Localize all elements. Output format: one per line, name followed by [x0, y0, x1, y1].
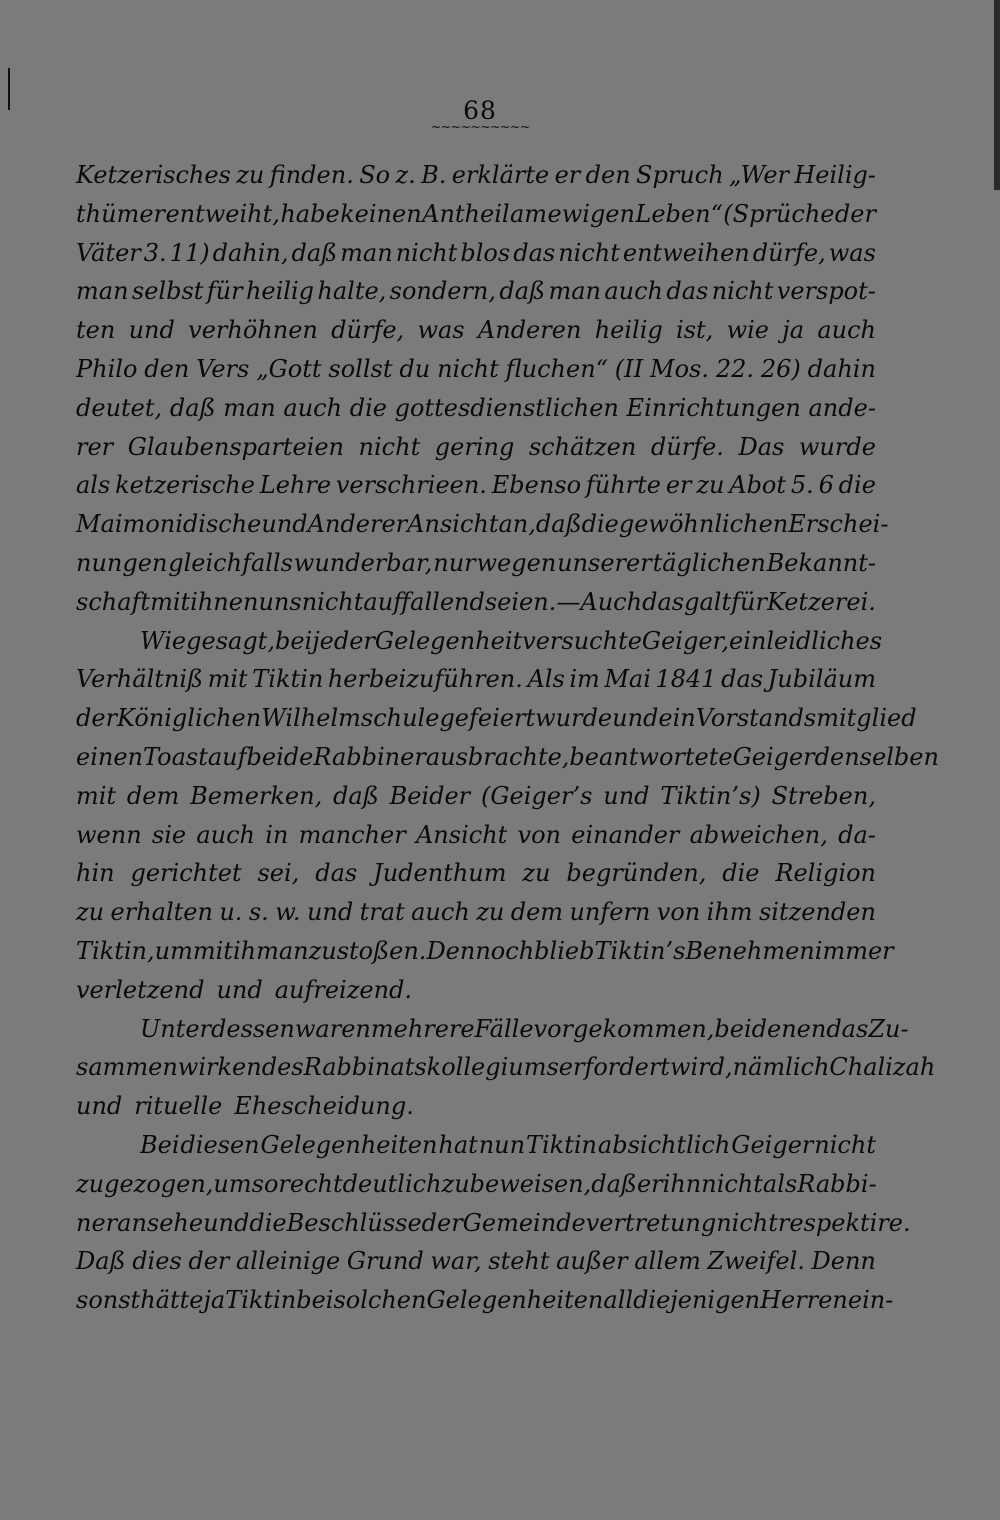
text-line: nungen gleichfalls wunderbar, nur wegen unserer täglichen Bekannt-: [76, 548, 876, 577]
text-line: ten und verhöhnen dürfe, was Anderen heilig ist, wie ja auch: [76, 316, 876, 345]
text-line: Maimonidische und Anderer Ansicht an, daß die gewöhnlichen Erschei-: [76, 510, 889, 539]
text-line: zu erhalten u. s. w. und trat auch zu dem unfern von ihm sitzenden: [76, 898, 876, 927]
body-text: [76, 156, 939, 1320]
paragraph: [76, 622, 939, 1010]
text-line: thümer entweiht, habe keinen Antheil am ewigen Leben“ (Sprüche der: [76, 199, 876, 228]
right-edge-shadow: [994, 0, 1000, 190]
paragraph: [76, 1010, 936, 1126]
text-line: man selbst für heilig halte, sondern, daß man auch das nicht verspot-: [76, 277, 876, 306]
text-line: Daß dies der alleinige Grund war, steht außer allem Zweifel. Denn: [76, 1247, 876, 1276]
text-line: rer Glaubensparteien nicht gering schätzen dürfe. Das wurde: [76, 432, 876, 461]
text-line: Väter 3. 11) dahin, daß man nicht blos das nicht entweihen dürfe, was: [76, 238, 876, 267]
text-line: mit dem Bemerken, daß Beider (Geiger’s und Tiktin’s) Streben,: [76, 781, 876, 810]
text-line: Wie gesagt, bei jeder Gelegenheit versuchte Geiger, ein leidliches: [140, 626, 883, 655]
text-line: Philo den Vers „Gott sollst du nicht fluchen“ (II Mos. 22. 26) dahin: [76, 354, 876, 383]
text-line: als ketzerische Lehre verschrieen. Ebenso führte er zu Abot 5. 6 die: [76, 471, 876, 500]
paragraph: [76, 156, 889, 622]
text-line: der Königlichen Wilhelmschule gefeiert wurde und ein Vorstandsmitglied: [76, 704, 917, 733]
text-line: wenn sie auch in mancher Ansicht von einander abweichen, da-: [76, 820, 876, 849]
text-line: einen Toast auf beide Rabbiner ausbrachte, beantwortete Geiger denselben: [76, 742, 939, 771]
text-line: schaft mit ihnen uns nicht auffallend seien. — Auch das galt für Ketzerei.: [76, 587, 876, 616]
header-ornament: ~~~~~~~~~~: [430, 120, 530, 135]
text-line: Tiktin, um mit ihm anzustoßen. Dennoch blieb Tiktin’s Benehmen immer: [76, 936, 894, 965]
text-line: sonst hätte ja Tiktin bei solchen Gelegenheiten all diejenigen Herren ein-: [76, 1286, 894, 1315]
text-line: Verhältniß mit Tiktin herbeizuführen. Als im Mai 1841 das Jubiläum: [76, 665, 876, 694]
text-line: Bei diesen Gelegenheiten hat nun Tiktin absichtlich Geiger nicht: [140, 1130, 876, 1159]
text-line: verletzend und aufreizend.: [76, 975, 413, 1004]
text-line: deutet, daß man auch die gottesdienstlichen Einrichtungen ande-: [76, 393, 876, 422]
text-line: Unterdessen waren mehrere Fälle vorgekommen, bei denen das Zu-: [140, 1014, 909, 1043]
text-line: sammenwirken des Rabbinatskollegiums erfordert wird, nämlich Chalizah: [76, 1053, 936, 1082]
paragraph: [76, 1126, 911, 1320]
text-line: hin gerichtet sei, das Judenthum zu begründen, die Religion: [76, 859, 876, 888]
page-number: 68: [463, 96, 497, 125]
text-line: zugezogen, um so recht deutlich zu beweisen, daß er ihn nicht als Rabbi-: [76, 1169, 877, 1198]
text-line: und rituelle Ehescheidung.: [76, 1092, 414, 1121]
text-line: Ketzerisches zu finden. So z. B. erklärte er den Spruch „Wer Heilig-: [76, 161, 876, 189]
text-line: ner ansehe und die Beschlüsse der Gemeindevertretung nicht respektire.: [76, 1208, 911, 1237]
